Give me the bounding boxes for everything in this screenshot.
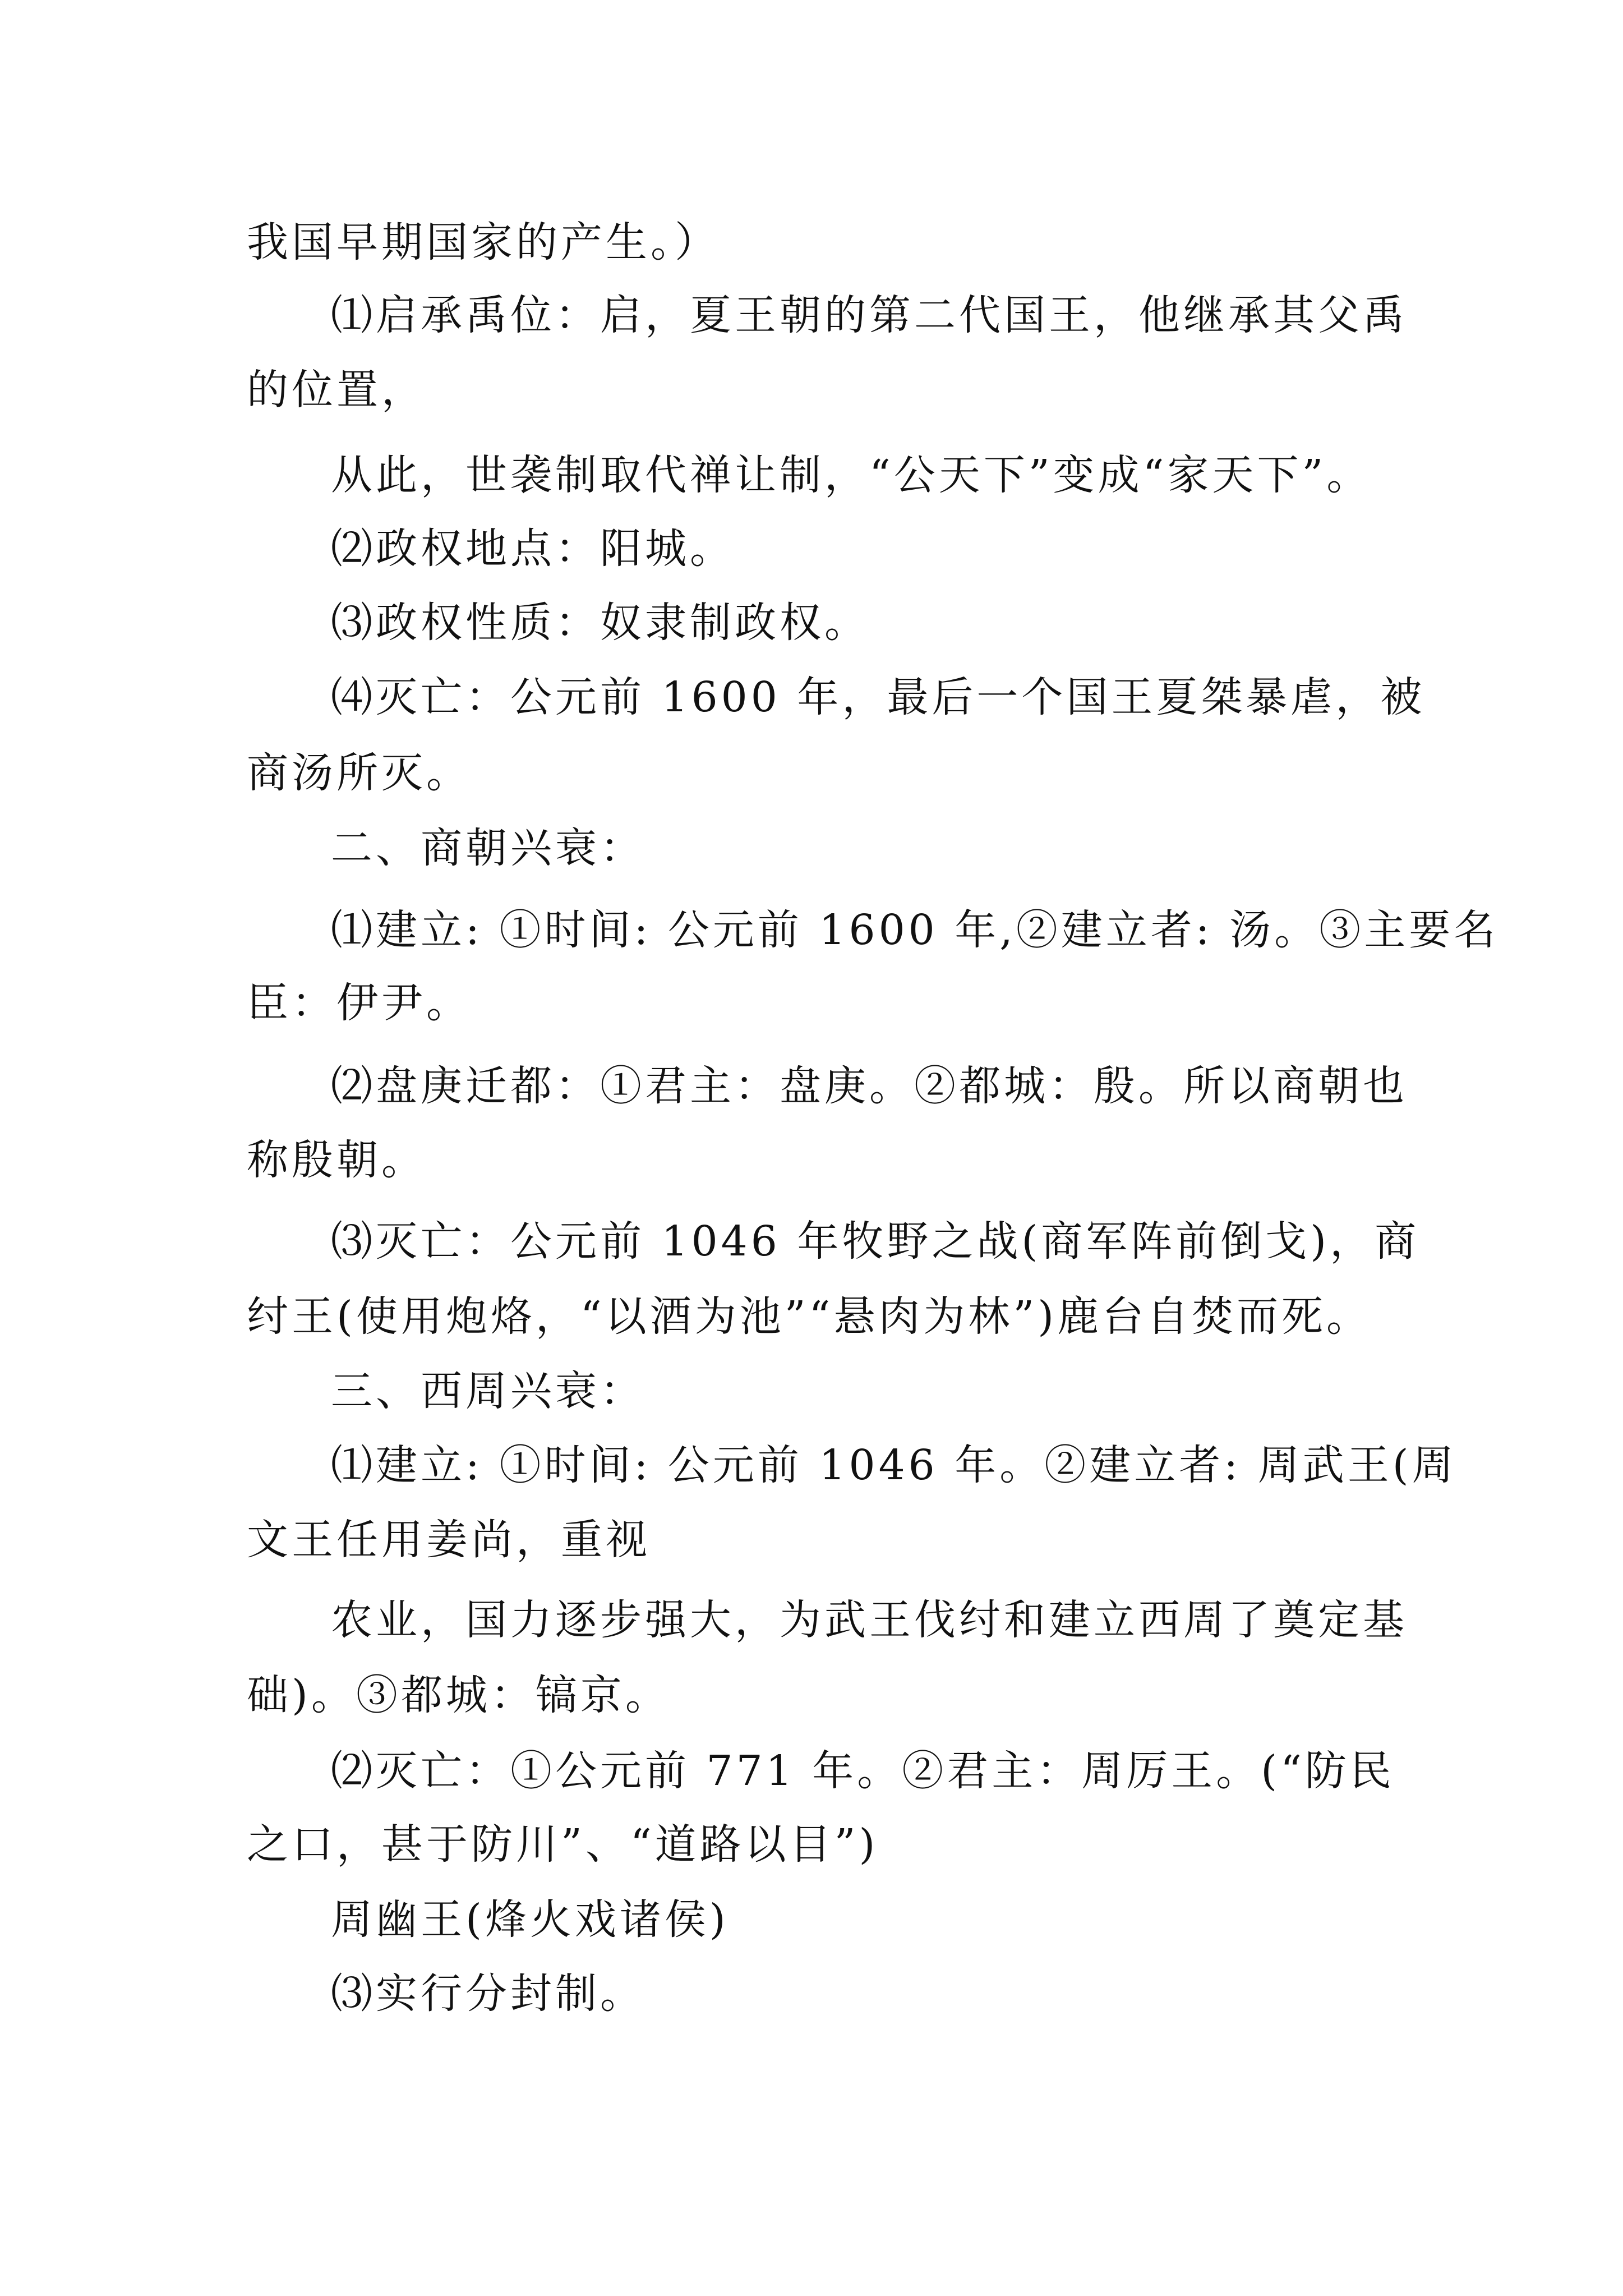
text-line: 称殷朝。 <box>247 1136 426 1184</box>
text-line: ⑵灭亡：①公元前 771 年。②君主：周厉王。(“防民 <box>331 1747 1395 1795</box>
text-line: ⑶政权性质：奴隶制政权。 <box>331 599 869 647</box>
text-line: ⑴建立: ①时间: 公元前 1600 年,②建立者: 汤。③主要名 <box>331 906 1499 954</box>
text-line: ⑶实行分封制。 <box>331 1970 645 2018</box>
text-line: 我国早期国家的产生。） <box>247 218 720 266</box>
section-heading: 三、西周兴衰： <box>331 1367 645 1415</box>
text-line: 文王任用姜尚，重视 <box>247 1516 651 1564</box>
text-line: ⑴启承禹位：启，夏王朝的第二代国王，他继承其父禹 <box>331 291 1408 339</box>
text-line: 之口，甚于防川”、“道路以目”) <box>247 1820 879 1869</box>
section-heading: 二、商朝兴衰： <box>331 824 645 872</box>
text-line: 的位置， <box>247 366 426 414</box>
text-line: 从此，世袭制取代禅让制，“公天下”变成“家天下”。 <box>331 451 1372 499</box>
text-line: ⑵盘庚迁都：①君主：盘庚。②都城：殷。所以商朝也 <box>331 1062 1408 1110</box>
text-line: ⑶灭亡：公元前 1046 年牧野之战(商军阵前倒戈)，商 <box>331 1217 1420 1266</box>
text-line: ⑴建立: ①时间: 公元前 1046 年。②建立者: 周武王(周 <box>331 1441 1457 1489</box>
text-line: 商汤所灭。 <box>247 749 471 797</box>
text-line: 纣王(使用炮烙，“以酒为池”“悬肉为林”)鹿台自焚而死。 <box>247 1292 1372 1341</box>
text-line: ⑷灭亡：公元前 1600 年，最后一个国王夏桀暴虐，被 <box>331 673 1426 721</box>
text-line: 础)。③都城：镐京。 <box>247 1671 670 1719</box>
text-line: 农业，国力逐步强大，为武王伐纣和建立西周了奠定基 <box>331 1596 1408 1644</box>
text-line: 臣：伊尹。 <box>247 979 471 1027</box>
text-line: ⑵政权地点：阳城。 <box>331 524 735 573</box>
text-line: 周幽王(烽火戏诸侯) <box>331 1895 729 1944</box>
